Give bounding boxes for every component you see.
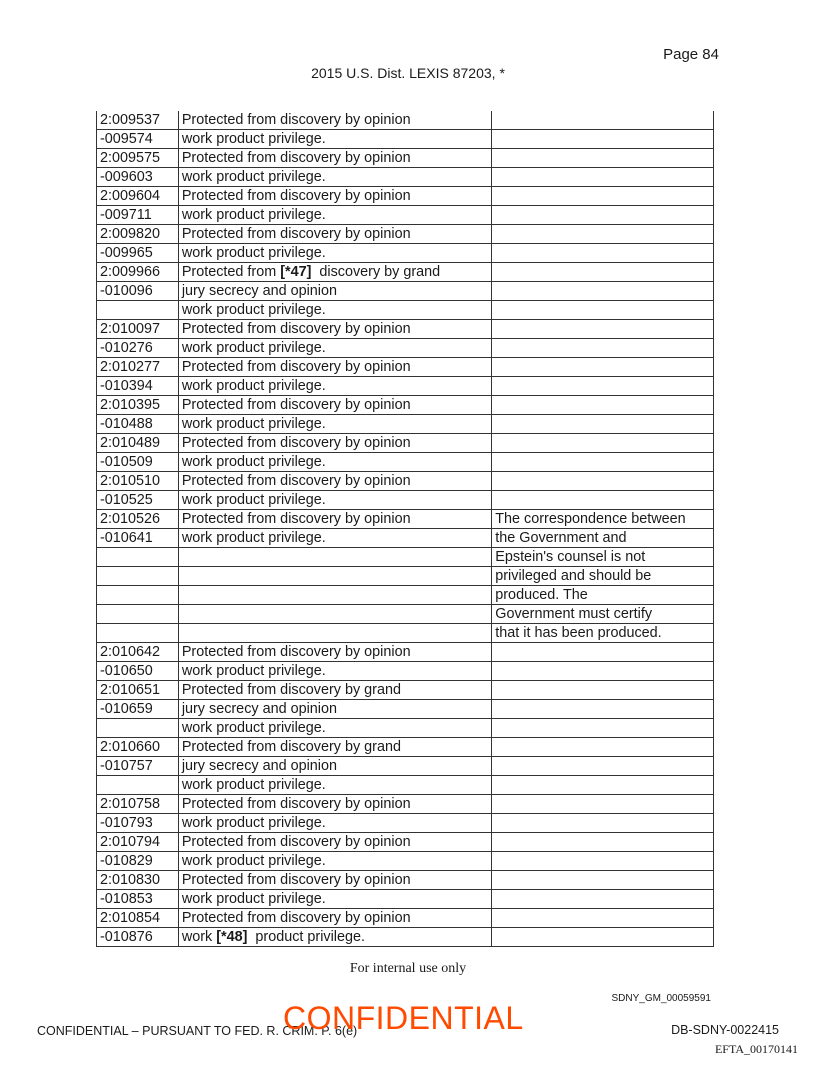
ruling-cell: [492, 491, 714, 510]
table-row: [97, 643, 714, 662]
table-row: [97, 814, 714, 833]
privilege-cell: work product privilege.: [178, 719, 491, 738]
table-row: [97, 928, 714, 947]
privilege-cell: work product privilege.: [178, 415, 491, 434]
table-row: [97, 795, 714, 814]
bates-range-cell: [97, 605, 179, 624]
bates-range-cell: -010096: [97, 282, 179, 301]
privilege-cell: Protected from discovery by grand: [178, 738, 491, 757]
document-table-body: [97, 111, 714, 947]
table-row: [97, 491, 714, 510]
table-row: [97, 358, 714, 377]
bates-range-cell: -010876: [97, 928, 179, 947]
privilege-cell: work product privilege.: [178, 301, 491, 320]
table-row: [97, 738, 714, 757]
privilege-cell: work product privilege.: [178, 339, 491, 358]
privilege-cell: work product privilege.: [178, 814, 491, 833]
table-row: [97, 529, 714, 548]
privilege-cell: work product privilege.: [178, 852, 491, 871]
ruling-cell: [492, 377, 714, 396]
bates-range-cell: [97, 301, 179, 320]
table-row: [97, 662, 714, 681]
bates-range-cell: 2:009966: [97, 263, 179, 282]
ruling-cell: [492, 738, 714, 757]
ruling-cell: The correspondence between: [492, 510, 714, 529]
privilege-cell: [178, 263, 491, 282]
table-row: [97, 453, 714, 472]
privilege-cell: Protected from discovery by grand: [178, 681, 491, 700]
bates-range-cell: -010659: [97, 700, 179, 719]
table-row: [97, 776, 714, 795]
privilege-cell: Protected from discovery by opinion: [178, 187, 491, 206]
bates-range-cell: -010793: [97, 814, 179, 833]
ruling-cell: [492, 472, 714, 491]
ruling-cell: the Government and: [492, 529, 714, 548]
table-row: [97, 719, 714, 738]
ruling-cell: [492, 795, 714, 814]
privilege-text: Protected from: [181, 264, 281, 281]
bates-range-cell: [97, 776, 179, 795]
internal-use-note: For internal use only: [349, 961, 467, 976]
table-row: [97, 339, 714, 358]
bates-range-cell: [97, 624, 179, 643]
bates-range-cell: [97, 586, 179, 605]
ruling-cell: [492, 681, 714, 700]
bates-range-cell: 2:010794: [97, 833, 179, 852]
privilege-cell: Protected from discovery by opinion: [178, 871, 491, 890]
table-row: [97, 415, 714, 434]
ruling-cell: [492, 149, 714, 168]
privilege-cell: Protected from discovery by opinion: [178, 358, 491, 377]
ruling-cell: [492, 206, 714, 225]
bates-range-cell: 2:009575: [97, 149, 179, 168]
ruling-cell: [492, 852, 714, 871]
page-marker: [*48]: [216, 929, 248, 946]
bates-range-cell: -010757: [97, 757, 179, 776]
privilege-cell: Protected from discovery by opinion: [178, 111, 491, 130]
table-row: [97, 225, 714, 244]
table-row: [97, 168, 714, 187]
bates-range-cell: 2:010854: [97, 909, 179, 928]
ruling-cell: [492, 358, 714, 377]
case-citation: 2015 U.S. Dist. LEXIS 87203, *: [311, 65, 505, 81]
page-number: Page 84: [663, 46, 719, 63]
privilege-cell: work product privilege.: [178, 491, 491, 510]
ruling-cell: [492, 415, 714, 434]
bates-range-cell: -010276: [97, 339, 179, 358]
bates-range-cell: [97, 567, 179, 586]
privilege-cell: work product privilege.: [178, 168, 491, 187]
table-row: [97, 301, 714, 320]
privilege-cell: Protected from discovery by opinion: [178, 472, 491, 491]
privilege-cell: jury secrecy and opinion: [178, 282, 491, 301]
bates-range-cell: 2:010277: [97, 358, 179, 377]
table-row: [97, 282, 714, 301]
privilege-cell: Protected from discovery by opinion: [178, 396, 491, 415]
table-row: [97, 244, 714, 263]
confidential-stamp: CONFIDENTIAL: [283, 1000, 524, 1036]
table-row: [97, 757, 714, 776]
table-row: [97, 586, 714, 605]
ruling-cell: [492, 814, 714, 833]
table-row: [97, 567, 714, 586]
document-table: [96, 111, 714, 947]
ruling-cell: [492, 890, 714, 909]
efta-number: EFTA_00170141: [714, 1042, 798, 1056]
table-row: [97, 605, 714, 624]
bates-range-cell: 2:010489: [97, 434, 179, 453]
privilege-cell: Protected from discovery by opinion: [178, 510, 491, 529]
bates-range-cell: -010641: [97, 529, 179, 548]
bates-range-cell: 2:009604: [97, 187, 179, 206]
bates-range-cell: 2:010097: [97, 320, 179, 339]
table-row: [97, 377, 714, 396]
privilege-text: discovery by grand: [311, 264, 441, 281]
table-row: [97, 130, 714, 149]
ruling-cell: [492, 187, 714, 206]
bates-range-cell: -010853: [97, 890, 179, 909]
privilege-cell: work product privilege.: [178, 453, 491, 472]
ruling-cell: produced. The: [492, 586, 714, 605]
privilege-cell: [178, 567, 491, 586]
privilege-cell: work product privilege.: [178, 244, 491, 263]
ruling-cell: [492, 301, 714, 320]
bates-range-cell: -009965: [97, 244, 179, 263]
ruling-cell: [492, 225, 714, 244]
privilege-cell: Protected from discovery by opinion: [178, 320, 491, 339]
ruling-cell: [492, 700, 714, 719]
bates-range-cell: 2:010660: [97, 738, 179, 757]
ruling-cell: [492, 719, 714, 738]
ruling-cell: [492, 662, 714, 681]
privilege-cell: Protected from discovery by opinion: [178, 795, 491, 814]
privilege-cell: Protected from discovery by opinion: [178, 149, 491, 168]
ruling-cell: [492, 130, 714, 149]
bates-range-cell: 2:010395: [97, 396, 179, 415]
table-row: [97, 871, 714, 890]
bates-range-cell: -009603: [97, 168, 179, 187]
ruling-cell: [492, 263, 714, 282]
bates-range-cell: 2:010510: [97, 472, 179, 491]
privilege-text: work: [181, 929, 217, 946]
privilege-cell: jury secrecy and opinion: [178, 757, 491, 776]
ruling-cell: [492, 871, 714, 890]
privilege-cell: work product privilege.: [178, 529, 491, 548]
privilege-cell: work product privilege.: [178, 776, 491, 795]
bates-range-cell: -009711: [97, 206, 179, 225]
bates-range-cell: -009574: [97, 130, 179, 149]
ruling-cell: [492, 339, 714, 358]
table-row: [97, 320, 714, 339]
privilege-cell: [178, 928, 491, 947]
ruling-cell: [492, 396, 714, 415]
bates-range-cell: [97, 719, 179, 738]
table-row: [97, 624, 714, 643]
privilege-cell: work product privilege.: [178, 130, 491, 149]
table-row: [97, 472, 714, 491]
privilege-cell: Protected from discovery by opinion: [178, 643, 491, 662]
ruling-cell: [492, 168, 714, 187]
privilege-cell: [178, 548, 491, 567]
privilege-cell: [178, 605, 491, 624]
table-row: [97, 833, 714, 852]
ruling-cell: [492, 909, 714, 928]
bates-range-cell: 2:009537: [97, 111, 179, 130]
bates-range-cell: 2:010758: [97, 795, 179, 814]
bates-range-cell: -010829: [97, 852, 179, 871]
bates-range-cell: 2:010651: [97, 681, 179, 700]
ruling-cell: [492, 643, 714, 662]
table-row: [97, 548, 714, 567]
privilege-cell: work product privilege.: [178, 890, 491, 909]
table-row: [97, 852, 714, 871]
table-row: [97, 149, 714, 168]
bates-range-cell: 2:010642: [97, 643, 179, 662]
ruling-cell: Epstein's counsel is not: [492, 548, 714, 567]
bates-range-cell: -010650: [97, 662, 179, 681]
table-row: [97, 434, 714, 453]
table-row: [97, 263, 714, 282]
privilege-cell: work product privilege.: [178, 206, 491, 225]
table-row: [97, 510, 714, 529]
privilege-cell: work product privilege.: [178, 662, 491, 681]
ruling-cell: privileged and should be: [492, 567, 714, 586]
bates-range-cell: -010525: [97, 491, 179, 510]
table-row: [97, 890, 714, 909]
ruling-cell: [492, 776, 714, 795]
ruling-cell: [492, 928, 714, 947]
bates-range-cell: 2:009820: [97, 225, 179, 244]
ruling-cell: [492, 453, 714, 472]
privilege-cell: jury secrecy and opinion: [178, 700, 491, 719]
privilege-cell: Protected from discovery by opinion: [178, 833, 491, 852]
bates-number-top: SDNY_GM_00059591: [611, 993, 711, 1004]
table-row: [97, 909, 714, 928]
page-marker: [*47]: [280, 264, 312, 281]
table-row: [97, 396, 714, 415]
bates-range-cell: 2:010526: [97, 510, 179, 529]
bates-range-cell: 2:010830: [97, 871, 179, 890]
table-row: [97, 187, 714, 206]
ruling-cell: [492, 282, 714, 301]
bates-range-cell: [97, 548, 179, 567]
table-row: [97, 681, 714, 700]
ruling-cell: Government must certify: [492, 605, 714, 624]
bates-range-cell: -010509: [97, 453, 179, 472]
bates-range-cell: -010394: [97, 377, 179, 396]
bates-number-right: DB-SDNY-0022415: [671, 1023, 779, 1037]
privilege-cell: [178, 624, 491, 643]
privilege-cell: Protected from discovery by opinion: [178, 225, 491, 244]
table-row: [97, 206, 714, 225]
ruling-cell: that it has been produced.: [492, 624, 714, 643]
privilege-cell: Protected from discovery by opinion: [178, 434, 491, 453]
ruling-cell: [492, 320, 714, 339]
ruling-cell: [492, 434, 714, 453]
table-row: [97, 111, 714, 130]
ruling-cell: [492, 244, 714, 263]
privilege-cell: [178, 586, 491, 605]
ruling-cell: [492, 111, 714, 130]
bates-range-cell: -010488: [97, 415, 179, 434]
ruling-cell: [492, 833, 714, 852]
confidential-notice: CONFIDENTIAL – PURSUANT TO FED. R. CRIM. P. 6(e): [37, 1024, 358, 1038]
privilege-cell: Protected from discovery by opinion: [178, 909, 491, 928]
privilege-cell: work product privilege.: [178, 377, 491, 396]
privilege-text: product privilege.: [247, 929, 365, 946]
ruling-cell: [492, 757, 714, 776]
table-row: [97, 700, 714, 719]
